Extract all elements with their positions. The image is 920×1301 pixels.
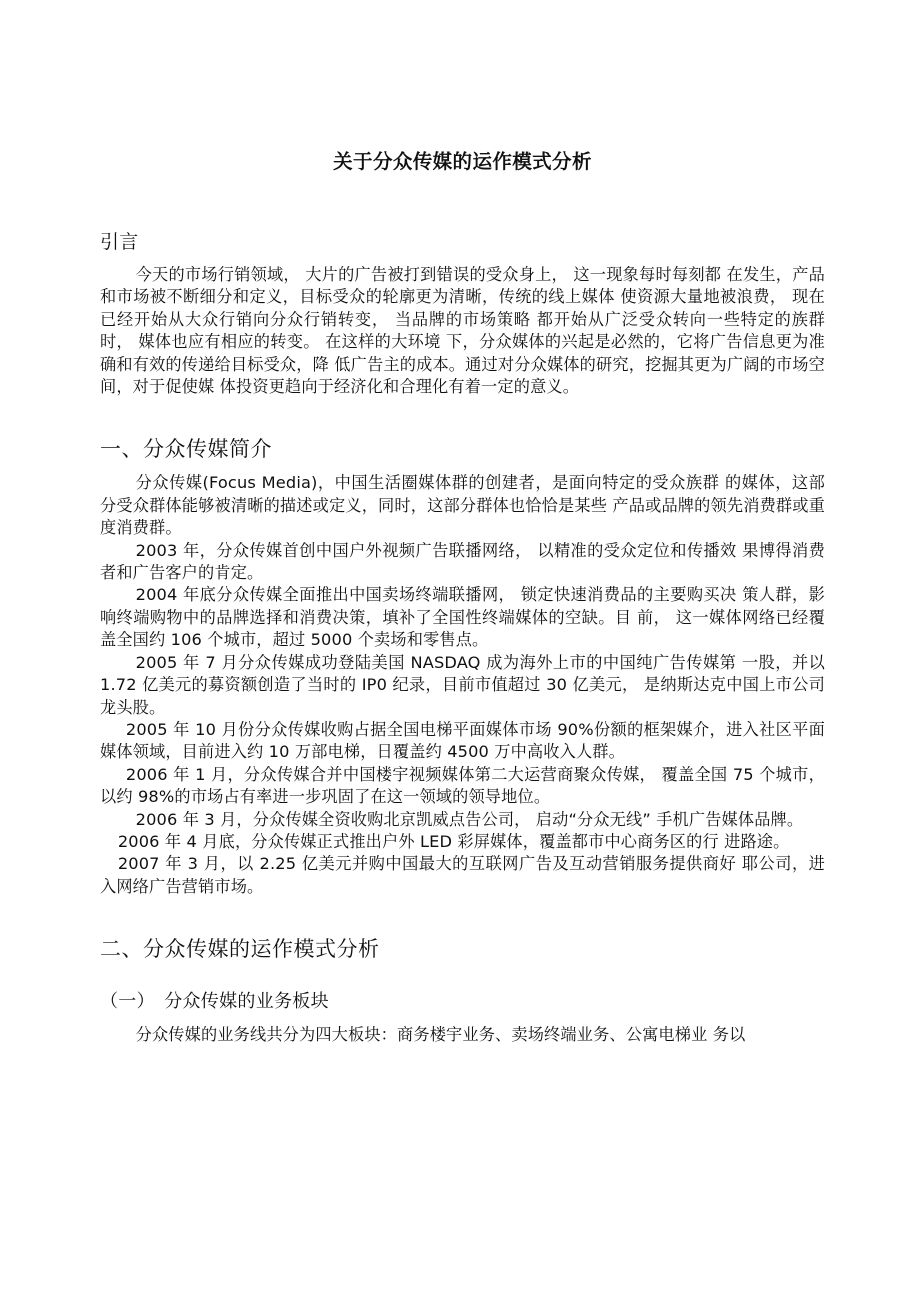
paragraph-year-2003: 2003 年，分众传媒首创中国户外视频广告联播网络， 以精准的受众定位和传播效 果博得消费者和广告客户的肯定。 [100,540,825,583]
heading-section-two: 二、分众传媒的运作模式分析 [100,937,380,962]
heading-subsection-one: （一） 分众传媒的业务板块 [100,991,329,1013]
paragraph-year-2006-march: 2006 年 3 月，分众传媒全资收购北京凯威点告公司， 启动“分众无线” 手机广告媒体品牌。 [135,809,804,829]
paragraph-year-2007-march: 2007 年 3 月，以 2.25 亿美元并购中国最大的互联网广告及互动营销服务提供商好 耶公司，进入网络广告营销市场。 [100,854,825,896]
paragraph-year-2004: 2004 年底分众传媒全面推出中国卖场终端联播网， 锁定快速消费品的主要购买决 策人群，影响终端购物中的品牌选择和消费决策，填补了全国性终端媒体的空缺。目 前， 这一媒体网络已经覆盖全国约 106 个城市，超过 5000 个卖场和零售点。 [100,585,825,650]
paragraph-introduction: 今天的市场行销领域， 大片的广告被打到错误的受众身上， 这一现象每时每刻都 在发生，产品和市场被不断细分和定义，目标受众的轮廓更为清晰，传统的线上媒体 使资源大量地被浪费， 现在已经开始从大众行销向分众行销转变， 当品牌的市场策略 都开始从广泛受众转向一些特定的族群时， 媒体也应有相应的转变。 在这样的大环境 下，分众媒体的兴起是必然的，它将广告信息更为准确和有效的传递给目标受众，降 低广告主的成本。通过对分众媒体的研究，挖掘其更为广阔的市场空间，对于促使媒 体投资更趋向于经济化和合理化有着一定的意义。 [100,265,825,397]
paragraph-year-2006-april: 2006 年 4 月底，分众传媒正式推出户外 LED 彩屏媒体，覆盖都市中心商务区的行 进路途。 [117,831,790,851]
paragraph-business-segments: 分众传媒的业务线共分为四大板块：商务楼宇业务、卖场终端业务、公寓电梯业 务以 [135,1025,746,1045]
heading-section-one: 一、分众传媒简介 [100,437,272,462]
paragraph-year-2005-october: 2005 年 10 月份分众传媒收购占据全国电梯平面媒体市场 90%份额的框架媒介，进入社区平面媒体领域，目前进入约 10 万部电梯，日覆盖约 4500 万中高收入人群。 [100,719,825,762]
page-title: 关于分众传媒的运作模式分析 [333,150,592,173]
paragraph-year-2006-january: 2006 年 1 月，分众传媒合并中国楼宇视频媒体第二大运营商聚众传媒， 覆盖全国 75 个城市，以约 98%的市场占有率进一步巩固了在这一领域的领导地位。 [100,764,825,807]
document-body [100,0,825,1047]
paragraph-company-overview: 分众传媒(Focus Media)，中国生活圈媒体群的创建者，是面向特定的受众族群 的媒体，这部分受众群体能够被清晰的描述或定义，同时，这部分群体也恰恰是某些 产品或品牌的领先消费群或重度消费群。 [100,473,825,538]
heading-introduction: 引言 [100,231,139,253]
paragraph-year-2005-july: 2005 年 7 月分众传媒成功登陆美国 NASDAQ 成为海外上市的中国纯广告传媒第 一股，并以 1.72 亿美元的募资额创造了当时的 IP0 纪录，目前市值超过 30 亿美元， 是纳斯达克中国上市公司龙头股。 [100,652,825,717]
